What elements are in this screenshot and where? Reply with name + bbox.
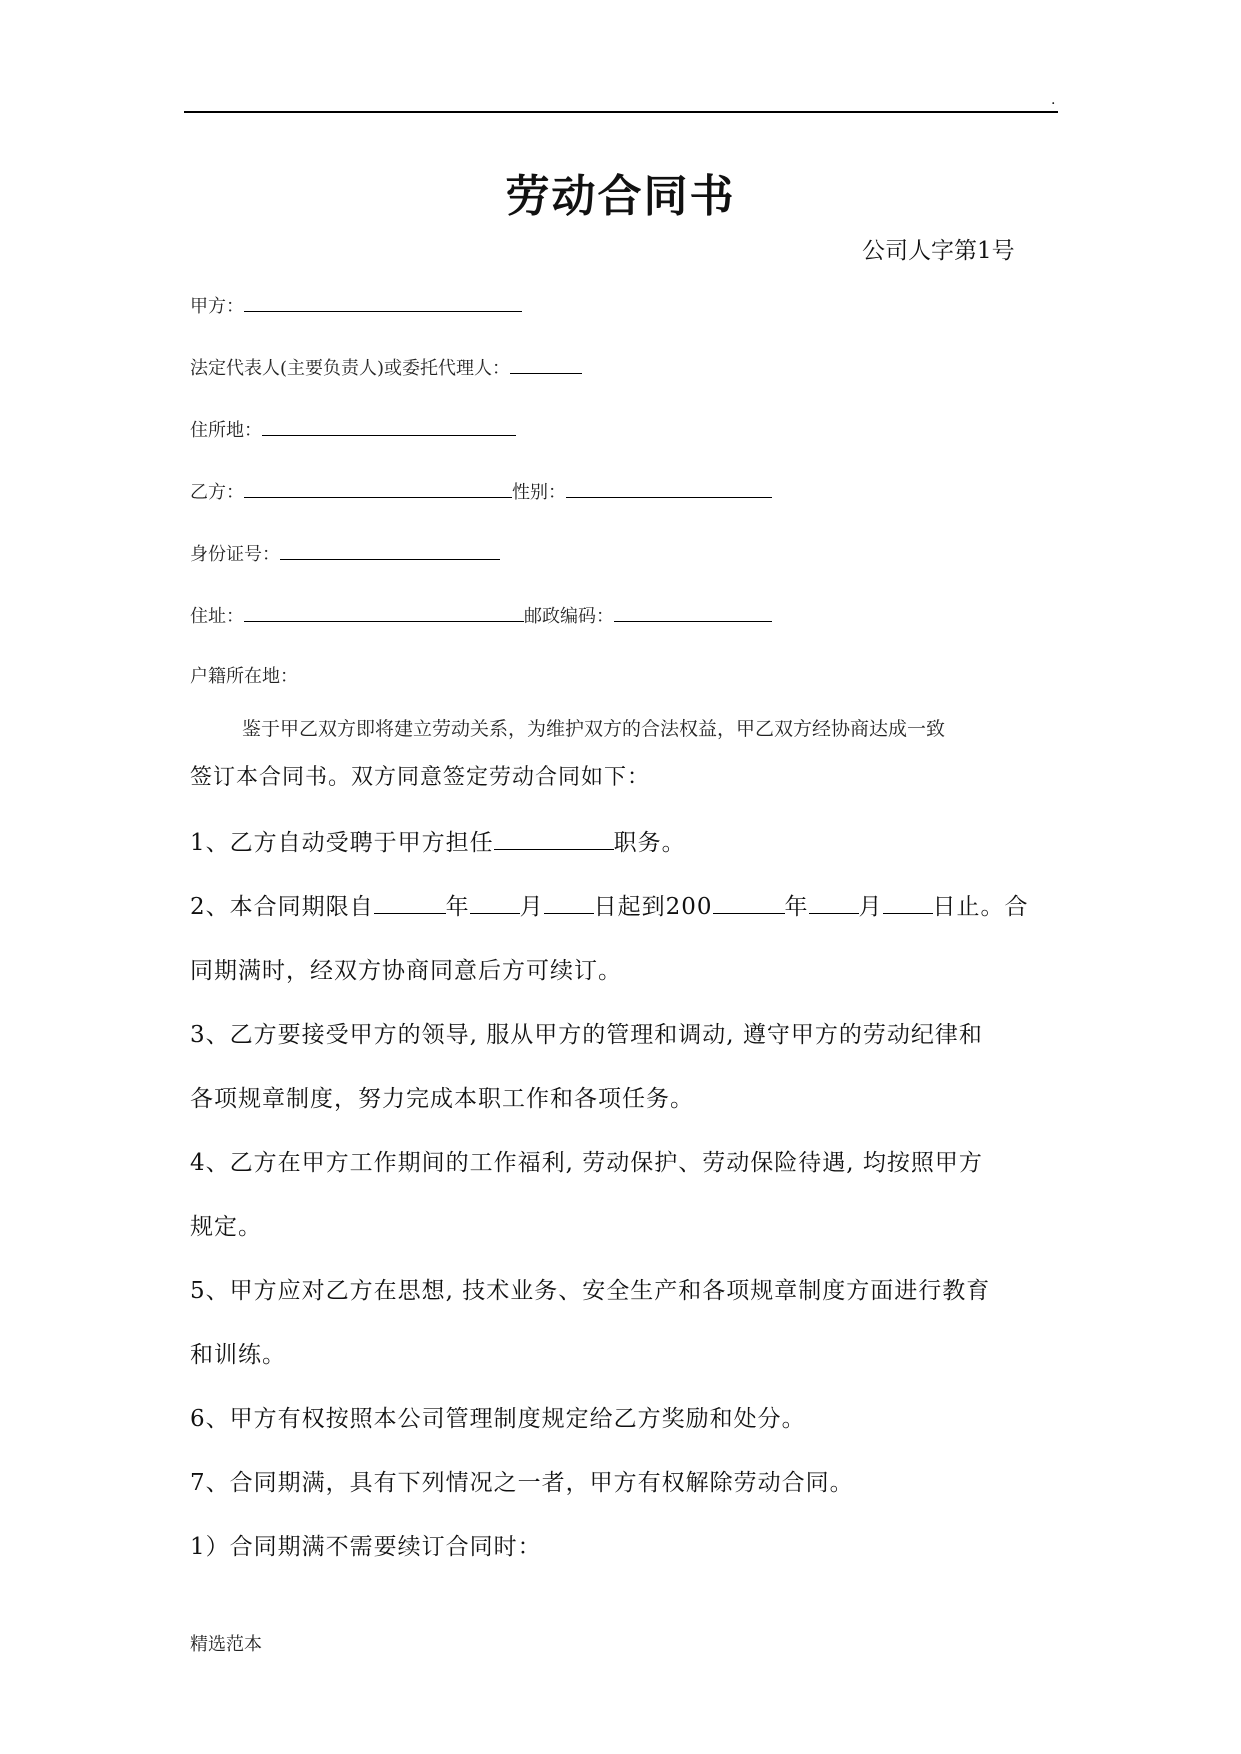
field-label: 乙方： xyxy=(190,482,244,503)
clause-1 xyxy=(190,824,686,857)
field-label: 性别： xyxy=(512,482,566,503)
fill-blank xyxy=(374,891,446,914)
clause-3-line-2: 各项规章制度，努力完成本职工作和各项任务。 xyxy=(190,1086,694,1112)
fill-blank xyxy=(470,891,520,914)
fill-blank xyxy=(566,479,772,498)
fill-blank xyxy=(494,827,614,850)
fill-blank xyxy=(809,891,859,914)
field-id-number xyxy=(190,540,500,566)
field-label: 住址： xyxy=(190,606,244,627)
clause-text: 年 xyxy=(445,894,470,920)
clause-6: 6、甲方有权按照本公司管理制度规定给乙方奖励和处分。 xyxy=(190,1406,806,1432)
fill-blank xyxy=(280,541,500,560)
clause-text: 日起到200 xyxy=(593,894,713,920)
header-rule xyxy=(184,111,1058,113)
field-party-a xyxy=(190,292,522,318)
field-label: 法定代表人(主要负责人)或委托代理人： xyxy=(190,358,511,379)
fill-blank xyxy=(244,479,512,498)
clause-text: 日止。合 xyxy=(932,894,1029,920)
fill-blank xyxy=(883,891,933,914)
clause-4-line-1: 4、乙方在甲方工作期间的工作福利, 劳动保护、劳动保险待遇, 均按照甲方 xyxy=(190,1150,983,1176)
fill-blank xyxy=(713,891,785,914)
clause-7-item-1: 1）合同期满不需要续订合同时： xyxy=(190,1534,542,1560)
clause-4-line-2: 规定。 xyxy=(190,1214,262,1240)
intro-line-2: 签订本合同书。双方同意签定劳动合同如下： xyxy=(190,765,651,790)
clause-text: 月 xyxy=(858,894,883,920)
fill-blank xyxy=(244,603,524,622)
intro-line-1: 鉴于甲乙双方即将建立劳动关系，为维护双方的合法权益，甲乙双方经协商达成一致 xyxy=(242,718,946,740)
document-title: 劳动合同书 xyxy=(505,171,736,222)
clause-text: 年 xyxy=(784,894,809,920)
field-label: 身份证号： xyxy=(190,544,280,565)
clause-5-line-1: 5、甲方应对乙方在思想, 技术业务、安全生产和各项规章制度方面进行教育 xyxy=(190,1278,991,1304)
clause-text: 1、乙方自动受聘于甲方担任 xyxy=(190,830,494,856)
document-number: 公司人字第1号 xyxy=(862,238,1015,264)
clause-2-line-1 xyxy=(190,888,1029,921)
fill-blank xyxy=(544,891,594,914)
field-label: 户籍所在地： xyxy=(190,666,298,687)
fill-blank xyxy=(244,293,522,312)
clause-7: 7、合同期满，具有下列情况之一者，甲方有权解除劳动合同。 xyxy=(190,1470,854,1496)
field-legal-rep xyxy=(190,354,582,380)
clause-text: 职务。 xyxy=(613,830,686,856)
fill-blank xyxy=(510,355,582,374)
field-label: 甲方： xyxy=(190,296,244,317)
header-dot: . xyxy=(1051,92,1056,108)
clause-3-line-1: 3、乙方要接受甲方的领导, 服从甲方的管理和调动, 遵守甲方的劳动纪律和 xyxy=(190,1022,983,1048)
clause-5-line-2: 和训练。 xyxy=(190,1342,286,1368)
field-residence xyxy=(190,416,516,442)
field-household xyxy=(190,662,298,688)
clause-2-line-2: 同期满时，经双方协商同意后方可续订。 xyxy=(190,958,622,984)
fill-blank xyxy=(614,603,772,622)
field-party-b xyxy=(190,478,772,504)
clause-text: 月 xyxy=(519,894,544,920)
field-label: 住所地： xyxy=(190,420,262,441)
clause-text: 2、本合同期限自 xyxy=(190,894,374,920)
fill-blank xyxy=(262,417,516,436)
field-label: 邮政编码： xyxy=(524,606,614,627)
field-address xyxy=(190,602,772,628)
footer-label: 精选范本 xyxy=(190,1634,262,1655)
